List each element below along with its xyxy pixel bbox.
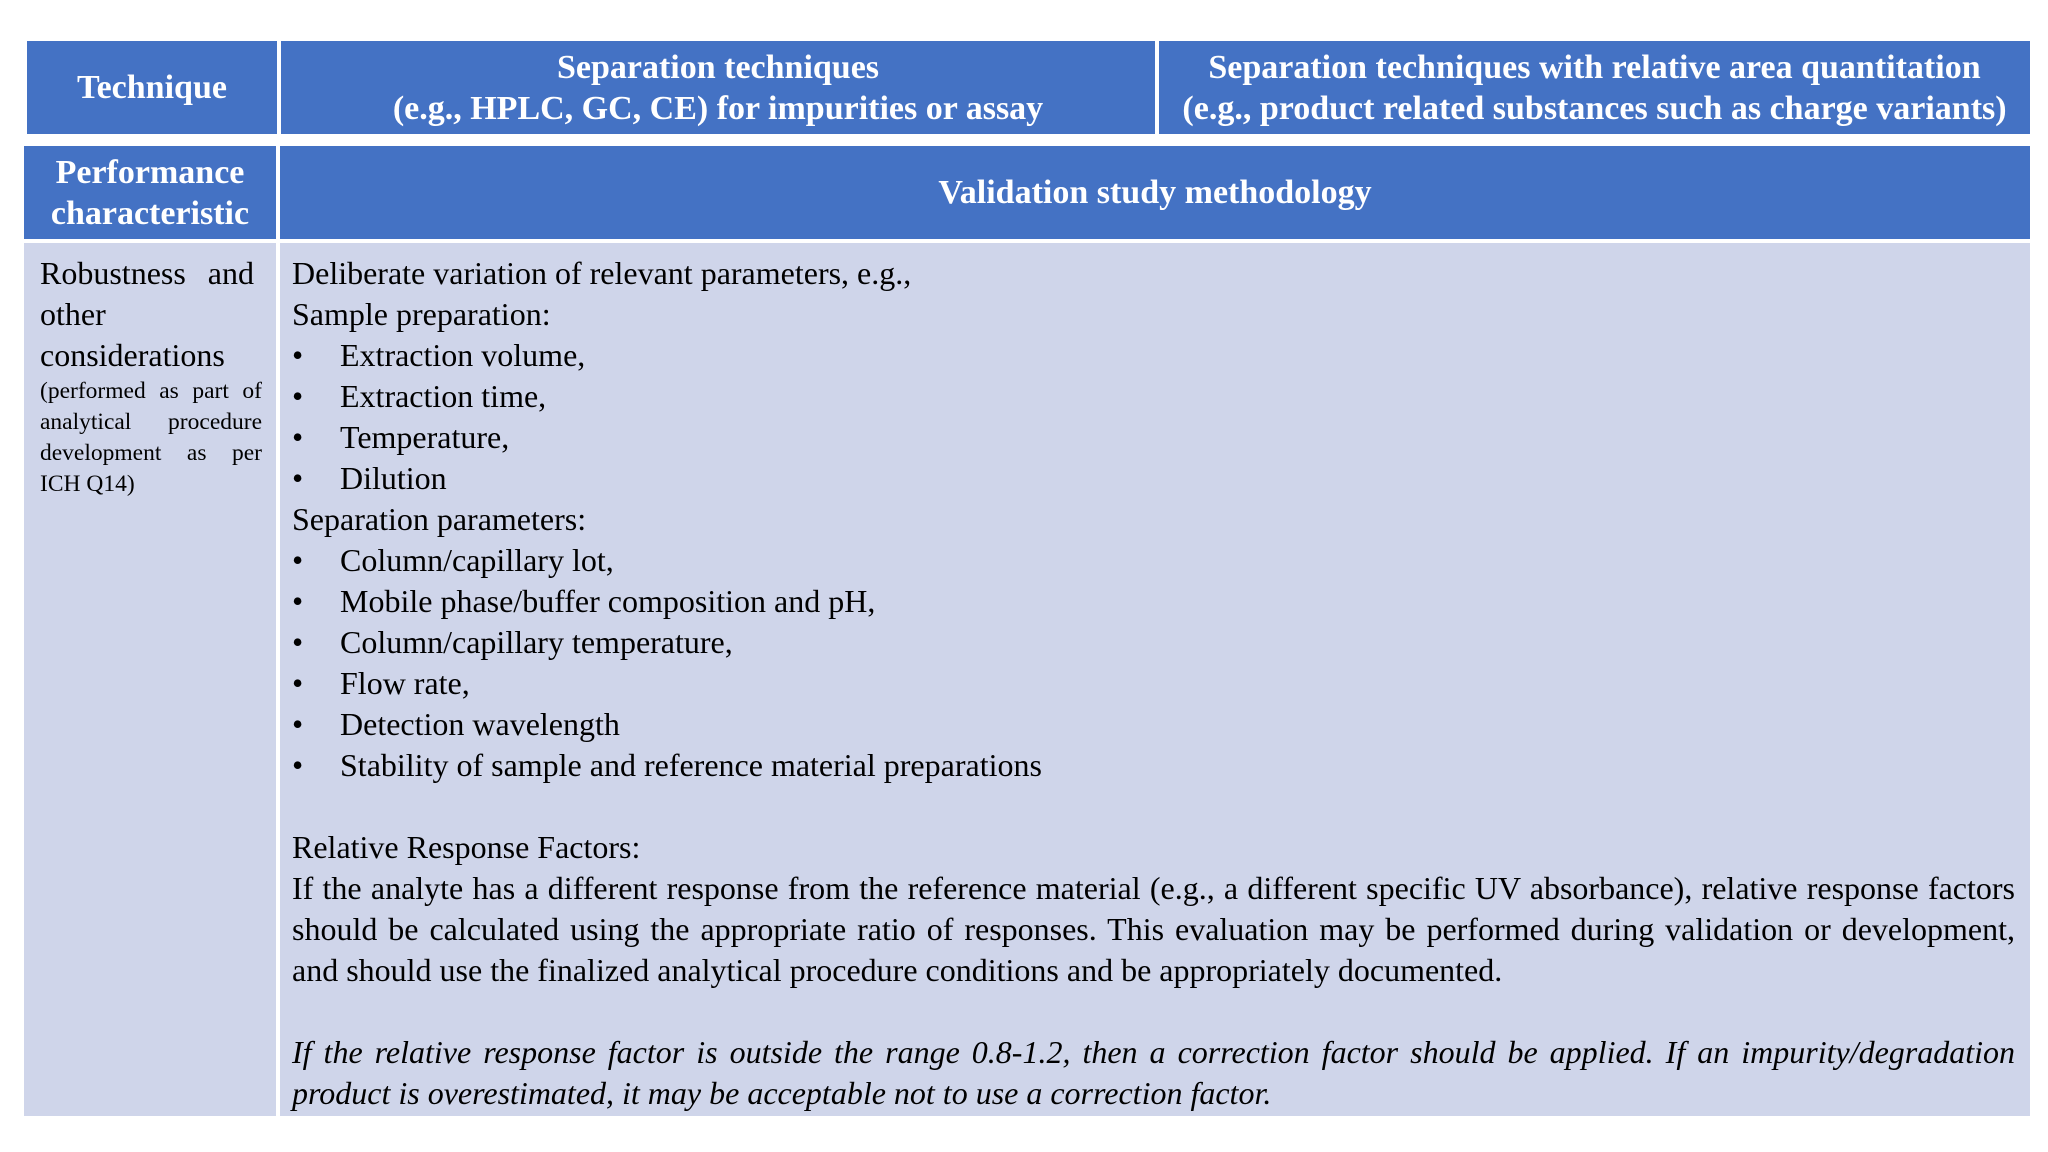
list-item: • Extraction time, bbox=[292, 378, 547, 414]
rrf-label: Relative Response Factors: bbox=[292, 829, 641, 865]
list-item: • Dilution bbox=[292, 460, 447, 496]
subheader-methodology-label: Validation study methodology bbox=[938, 174, 1372, 211]
characteristic-line2: other bbox=[40, 296, 106, 332]
list-item: • Temperature, bbox=[292, 419, 510, 455]
header-technique-label: Technique bbox=[77, 69, 227, 106]
header-technique bbox=[27, 41, 277, 134]
list-item: • Stability of sample and reference material preparations bbox=[292, 747, 1042, 783]
header-relative-area-quantitation bbox=[1159, 41, 2030, 134]
characteristic-note: (performed as part of analytical procedure development as per ICH Q14) bbox=[40, 378, 262, 497]
rrf-paragraph: If the analyte has a different response from the reference material (e.g., a different specific UV absorbance), relative response factors should be calculated using the appropriate ratio of responses. This evaluation may be performed during validation or development, and should use the finalized analytical procedure conditions and be appropriately documented. bbox=[292, 870, 2015, 988]
methodology-cell bbox=[280, 243, 2030, 1116]
header-col1-line1: Separation techniques bbox=[556, 48, 880, 86]
list-item: • Column/capillary lot, bbox=[292, 542, 614, 578]
characteristic-line3: considerations bbox=[40, 337, 225, 373]
header-col2-line2: (e.g., product related substances such as charge variants) bbox=[1182, 89, 2007, 127]
list-item: • Column/capillary temperature, bbox=[292, 624, 733, 660]
correction-factor-note: If the relative response factor is outside the range 0.8-1.2, then a correction factor should be applied. If an impurity/degradation product is overestimated, it may be acceptable not to use a correction factor. bbox=[292, 1034, 2015, 1111]
list-item: • Detection wavelength bbox=[292, 706, 620, 742]
header-col2-line1: Separation techniques with relative area quantitation bbox=[1208, 48, 1981, 86]
characteristic-line1 bbox=[40, 253, 262, 294]
list-item: • Mobile phase/buffer composition and pH, bbox=[292, 583, 876, 619]
subheader-performance-characteristic bbox=[24, 146, 276, 239]
methodology-intro: Deliberate variation of relevant parameters, e.g., bbox=[292, 255, 912, 291]
subheader-validation-methodology bbox=[280, 146, 2030, 239]
list-item: • Flow rate, bbox=[292, 665, 470, 701]
separation-label: Separation parameters: bbox=[292, 501, 587, 537]
sample-prep-label: Sample preparation: bbox=[292, 296, 551, 332]
header-separation-techniques bbox=[281, 41, 1155, 134]
characteristic-cell bbox=[24, 243, 276, 1116]
subheader-performance-line1: Performance bbox=[55, 153, 245, 191]
header-col1-line2: (e.g., HPLC, GC, CE) for impurities or assay bbox=[392, 89, 1044, 127]
characteristic-line1-text: Robustness and bbox=[40, 255, 254, 291]
subheader-performance-line2: characteristic bbox=[50, 194, 250, 232]
list-item: • Extraction volume, bbox=[292, 337, 586, 373]
